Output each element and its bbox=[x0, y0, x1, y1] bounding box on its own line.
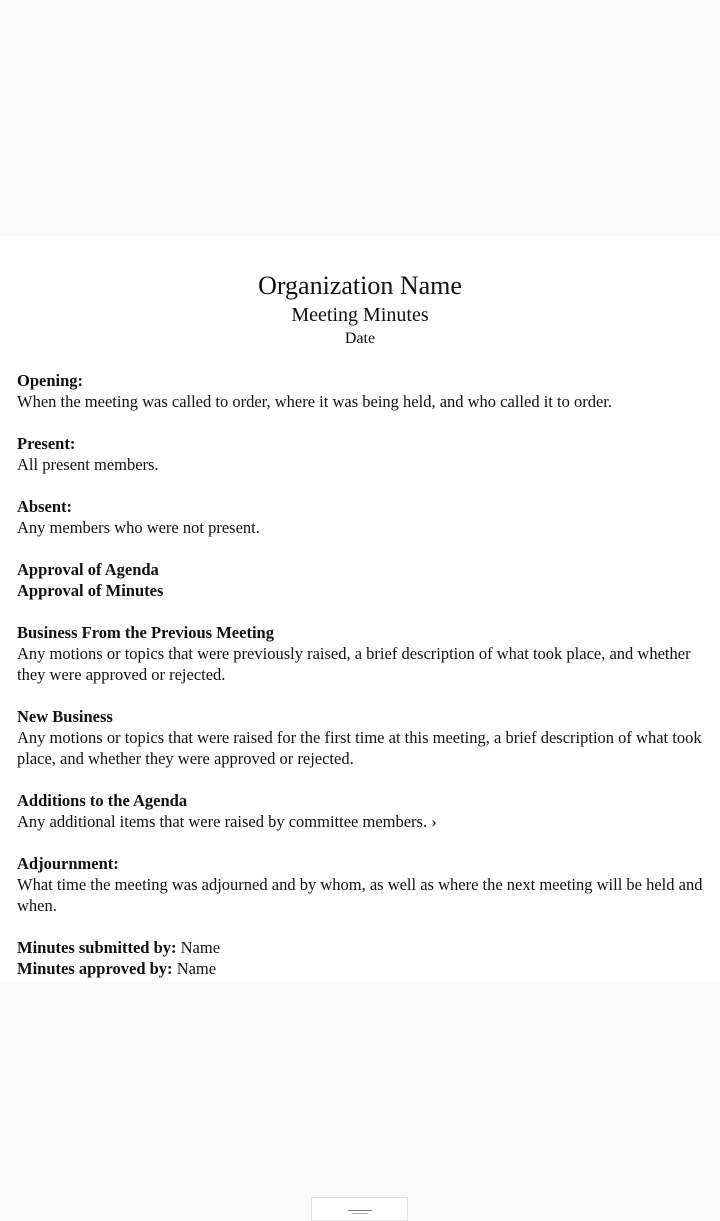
minutes-submitted-line bbox=[17, 937, 708, 958]
section-opening bbox=[17, 370, 708, 412]
section-heading: New Business bbox=[17, 707, 113, 726]
thumbnail-line bbox=[348, 1210, 372, 1211]
section-approval bbox=[17, 559, 708, 601]
document-body bbox=[17, 370, 708, 1000]
section-heading: Additions to the Agenda bbox=[17, 791, 188, 810]
document-subtitle: Meeting Minutes bbox=[291, 304, 429, 326]
section-body: All present members. bbox=[17, 455, 159, 474]
section-previous-business bbox=[17, 622, 708, 685]
section-body: Any motions or topics that were previously raised, a brief description of what took place, and whether they were approved or rejected. bbox=[17, 644, 691, 684]
submitted-label: Minutes submitted by: bbox=[17, 938, 177, 957]
section-absent bbox=[17, 496, 708, 538]
section-body: Any motions or topics that were raised for the first time at this meeting, a brief description of what took place, and whether they were approved or rejected. bbox=[17, 728, 702, 768]
approved-value: Name bbox=[172, 959, 217, 978]
minutes-approved-line bbox=[17, 958, 708, 979]
organization-name: Organization Name bbox=[258, 271, 462, 300]
section-body: Any members who were not present. bbox=[17, 518, 260, 537]
page-thumbnail[interactable] bbox=[311, 1197, 408, 1221]
section-heading: Present: bbox=[17, 434, 76, 453]
section-body: Any additional items that were raised by committee members. › bbox=[17, 812, 437, 831]
section-additions bbox=[17, 790, 708, 832]
document-page bbox=[0, 236, 720, 982]
section-heading: Adjournment: bbox=[17, 854, 119, 873]
section-signoff bbox=[17, 937, 708, 979]
section-body: When the meeting was called to order, where it was being held, and who called it to order. bbox=[17, 392, 612, 411]
section-heading: Business From the Previous Meeting bbox=[17, 623, 274, 642]
document-header bbox=[0, 271, 720, 349]
section-body: What time the meeting was adjourned and by whom, as well as where the next meeting will be held and when. bbox=[17, 875, 703, 915]
approval-of-minutes: Approval of Minutes bbox=[17, 581, 164, 600]
meeting-date: Date bbox=[344, 330, 376, 347]
section-heading: Absent: bbox=[17, 497, 73, 516]
thumbnail-line bbox=[352, 1213, 368, 1214]
section-present bbox=[17, 433, 708, 475]
approval-of-agenda: Approval of Agenda bbox=[17, 560, 159, 579]
submitted-value: Name bbox=[176, 938, 221, 957]
approved-label: Minutes approved by: bbox=[17, 959, 173, 978]
section-heading: Opening: bbox=[17, 371, 84, 390]
section-new-business bbox=[17, 706, 708, 769]
section-adjournment bbox=[17, 853, 708, 916]
